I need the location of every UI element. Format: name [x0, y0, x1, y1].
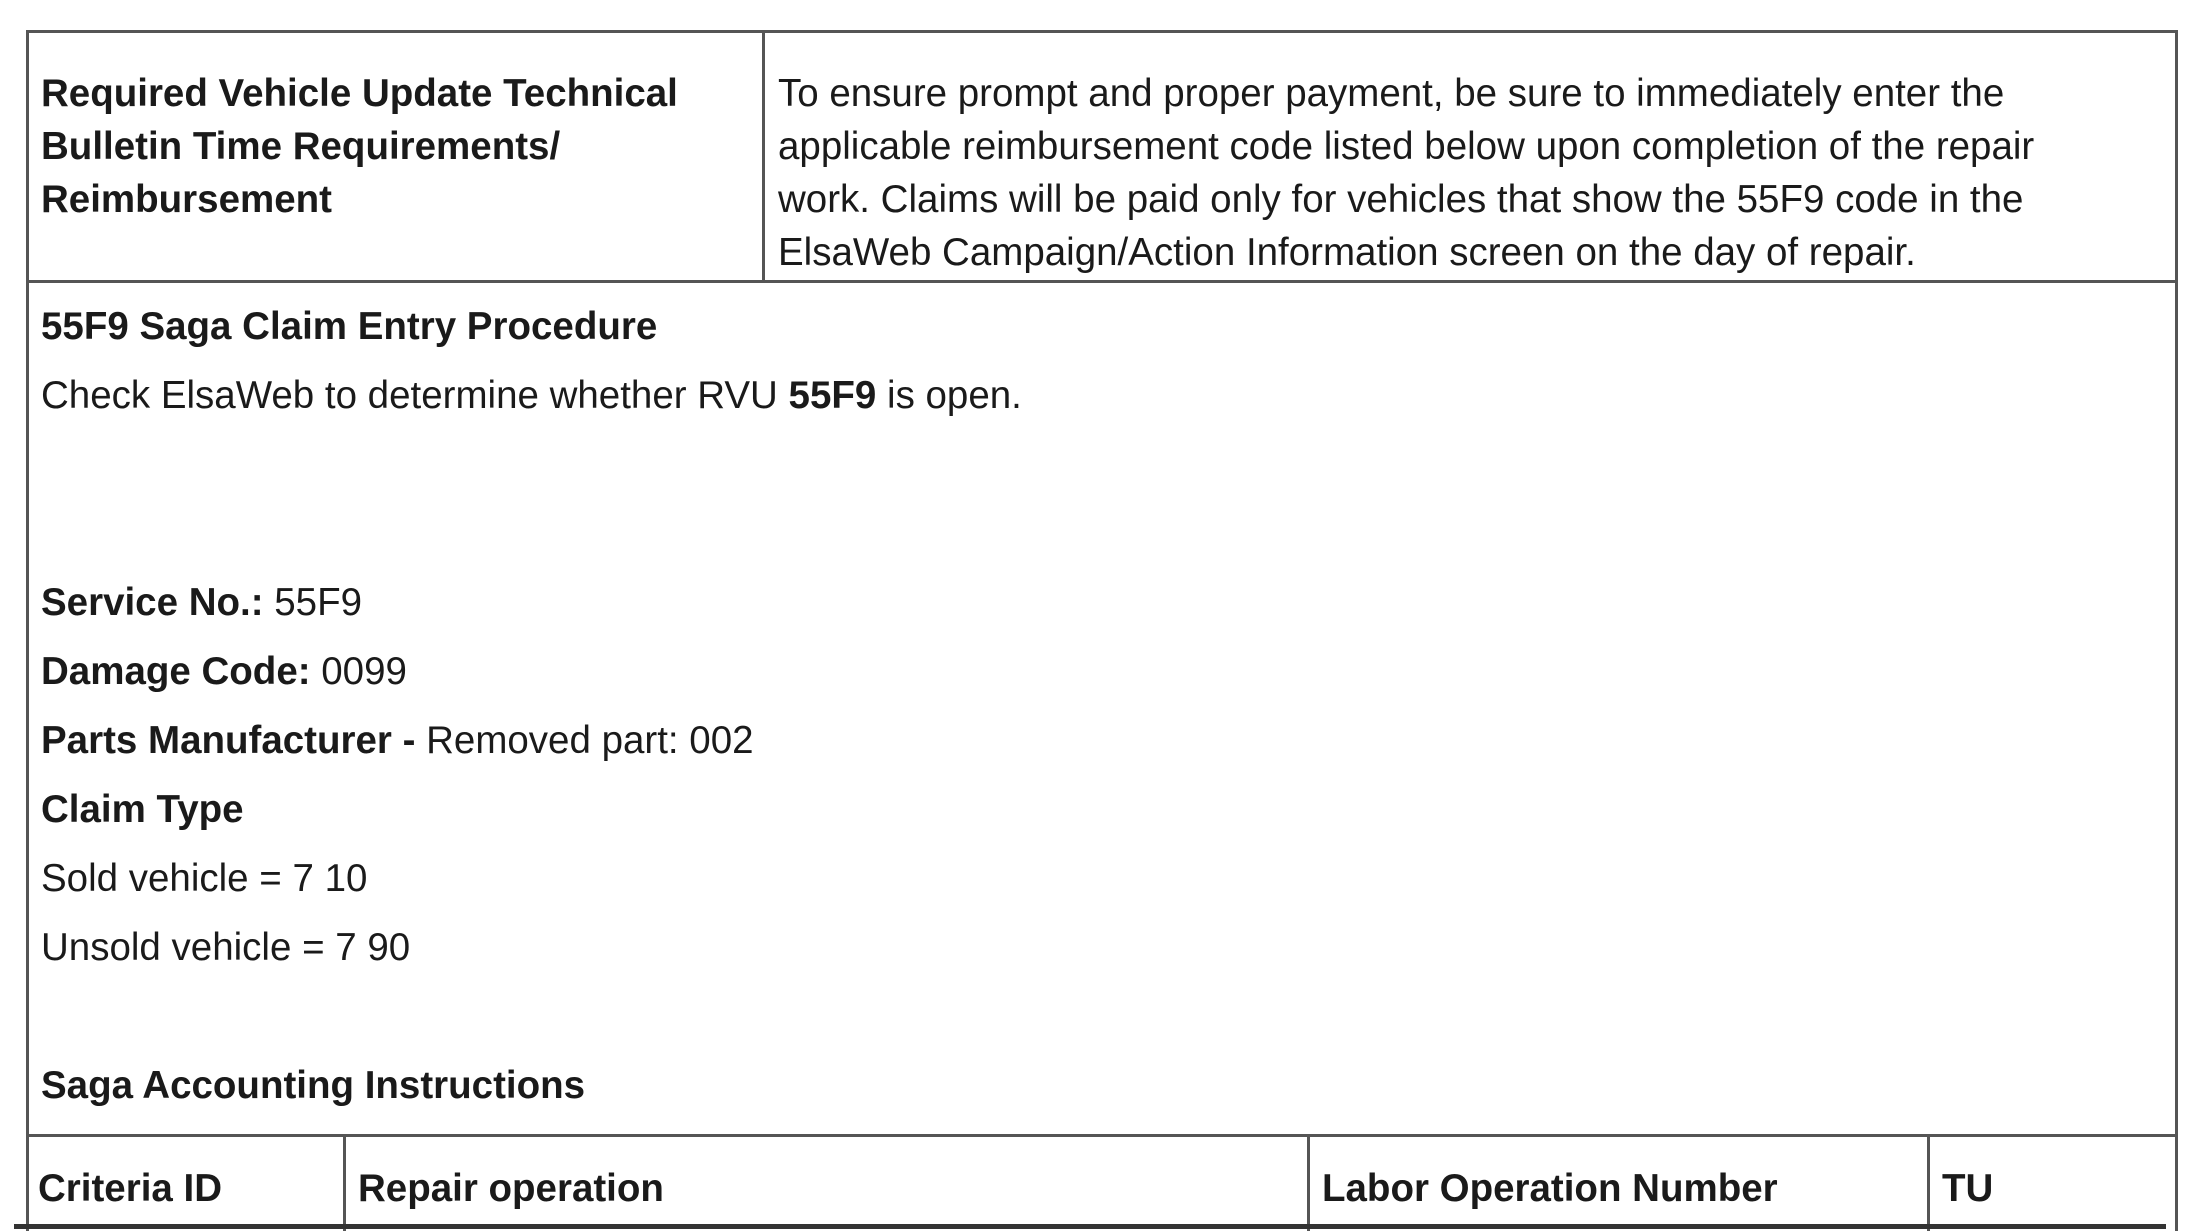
heading-line-1: Required Vehicle Update Technical [41, 72, 678, 115]
accounting-title: Saga Accounting Instructions [41, 1064, 586, 1107]
reimbursement-heading [29, 33, 765, 280]
column-header-repair-operation: Repair operation [346, 1137, 1310, 1231]
column-header-tu: TU [1942, 1167, 1994, 1210]
claim-type-label: Claim Type [41, 788, 244, 831]
reimbursement-header-row [29, 33, 2175, 283]
service-number-label: Service No.: [41, 581, 264, 624]
parts-manufacturer-label: Parts Manufacturer - [41, 719, 416, 762]
bottom-rule [14, 1224, 2166, 1229]
check-code: 55F9 [788, 374, 877, 417]
service-number-value: 55F9 [263, 581, 362, 624]
column-header-labor-operation-number: Labor Operation Number [1310, 1137, 1930, 1231]
check-prefix: Check ElsaWeb to determine whether RVU [41, 374, 789, 417]
heading-line-2: Bulletin Time Requirements/ [41, 125, 561, 168]
accounting-table-header [26, 1134, 2178, 1231]
procedure-title: 55F9 Saga Claim Entry Procedure [41, 305, 658, 348]
check-elsaweb-text [41, 373, 1022, 419]
parts-manufacturer-row [41, 718, 754, 764]
reimbursement-description [765, 33, 2175, 280]
damage-code-row [41, 649, 407, 695]
description-line-4: ElsaWeb Campaign/Action Information screen on the day of repair. [778, 231, 1916, 274]
description-line-3: work. Claims will be paid only for vehicles that show the 55F9 code in the [778, 178, 2024, 221]
bulletin-frame [26, 30, 2178, 1231]
heading-line-3: Reimbursement [41, 178, 332, 221]
description-line-1: To ensure prompt and proper payment, be sure to immediately enter the [778, 72, 2005, 115]
column-header-criteria-id: Criteria ID [26, 1137, 346, 1231]
description-line-2: applicable reimbursement code listed below upon completion of the repair [778, 125, 2035, 168]
sold-vehicle-code: Sold vehicle = 7 10 [41, 857, 368, 900]
damage-code-label: Damage Code: [41, 650, 311, 693]
damage-code-value: 0099 [310, 650, 407, 693]
parts-manufacturer-value: Removed part: 002 [415, 719, 754, 762]
unsold-vehicle-code: Unsold vehicle = 7 90 [41, 926, 411, 969]
service-number-row [41, 580, 362, 626]
check-suffix: is open. [876, 374, 1022, 417]
